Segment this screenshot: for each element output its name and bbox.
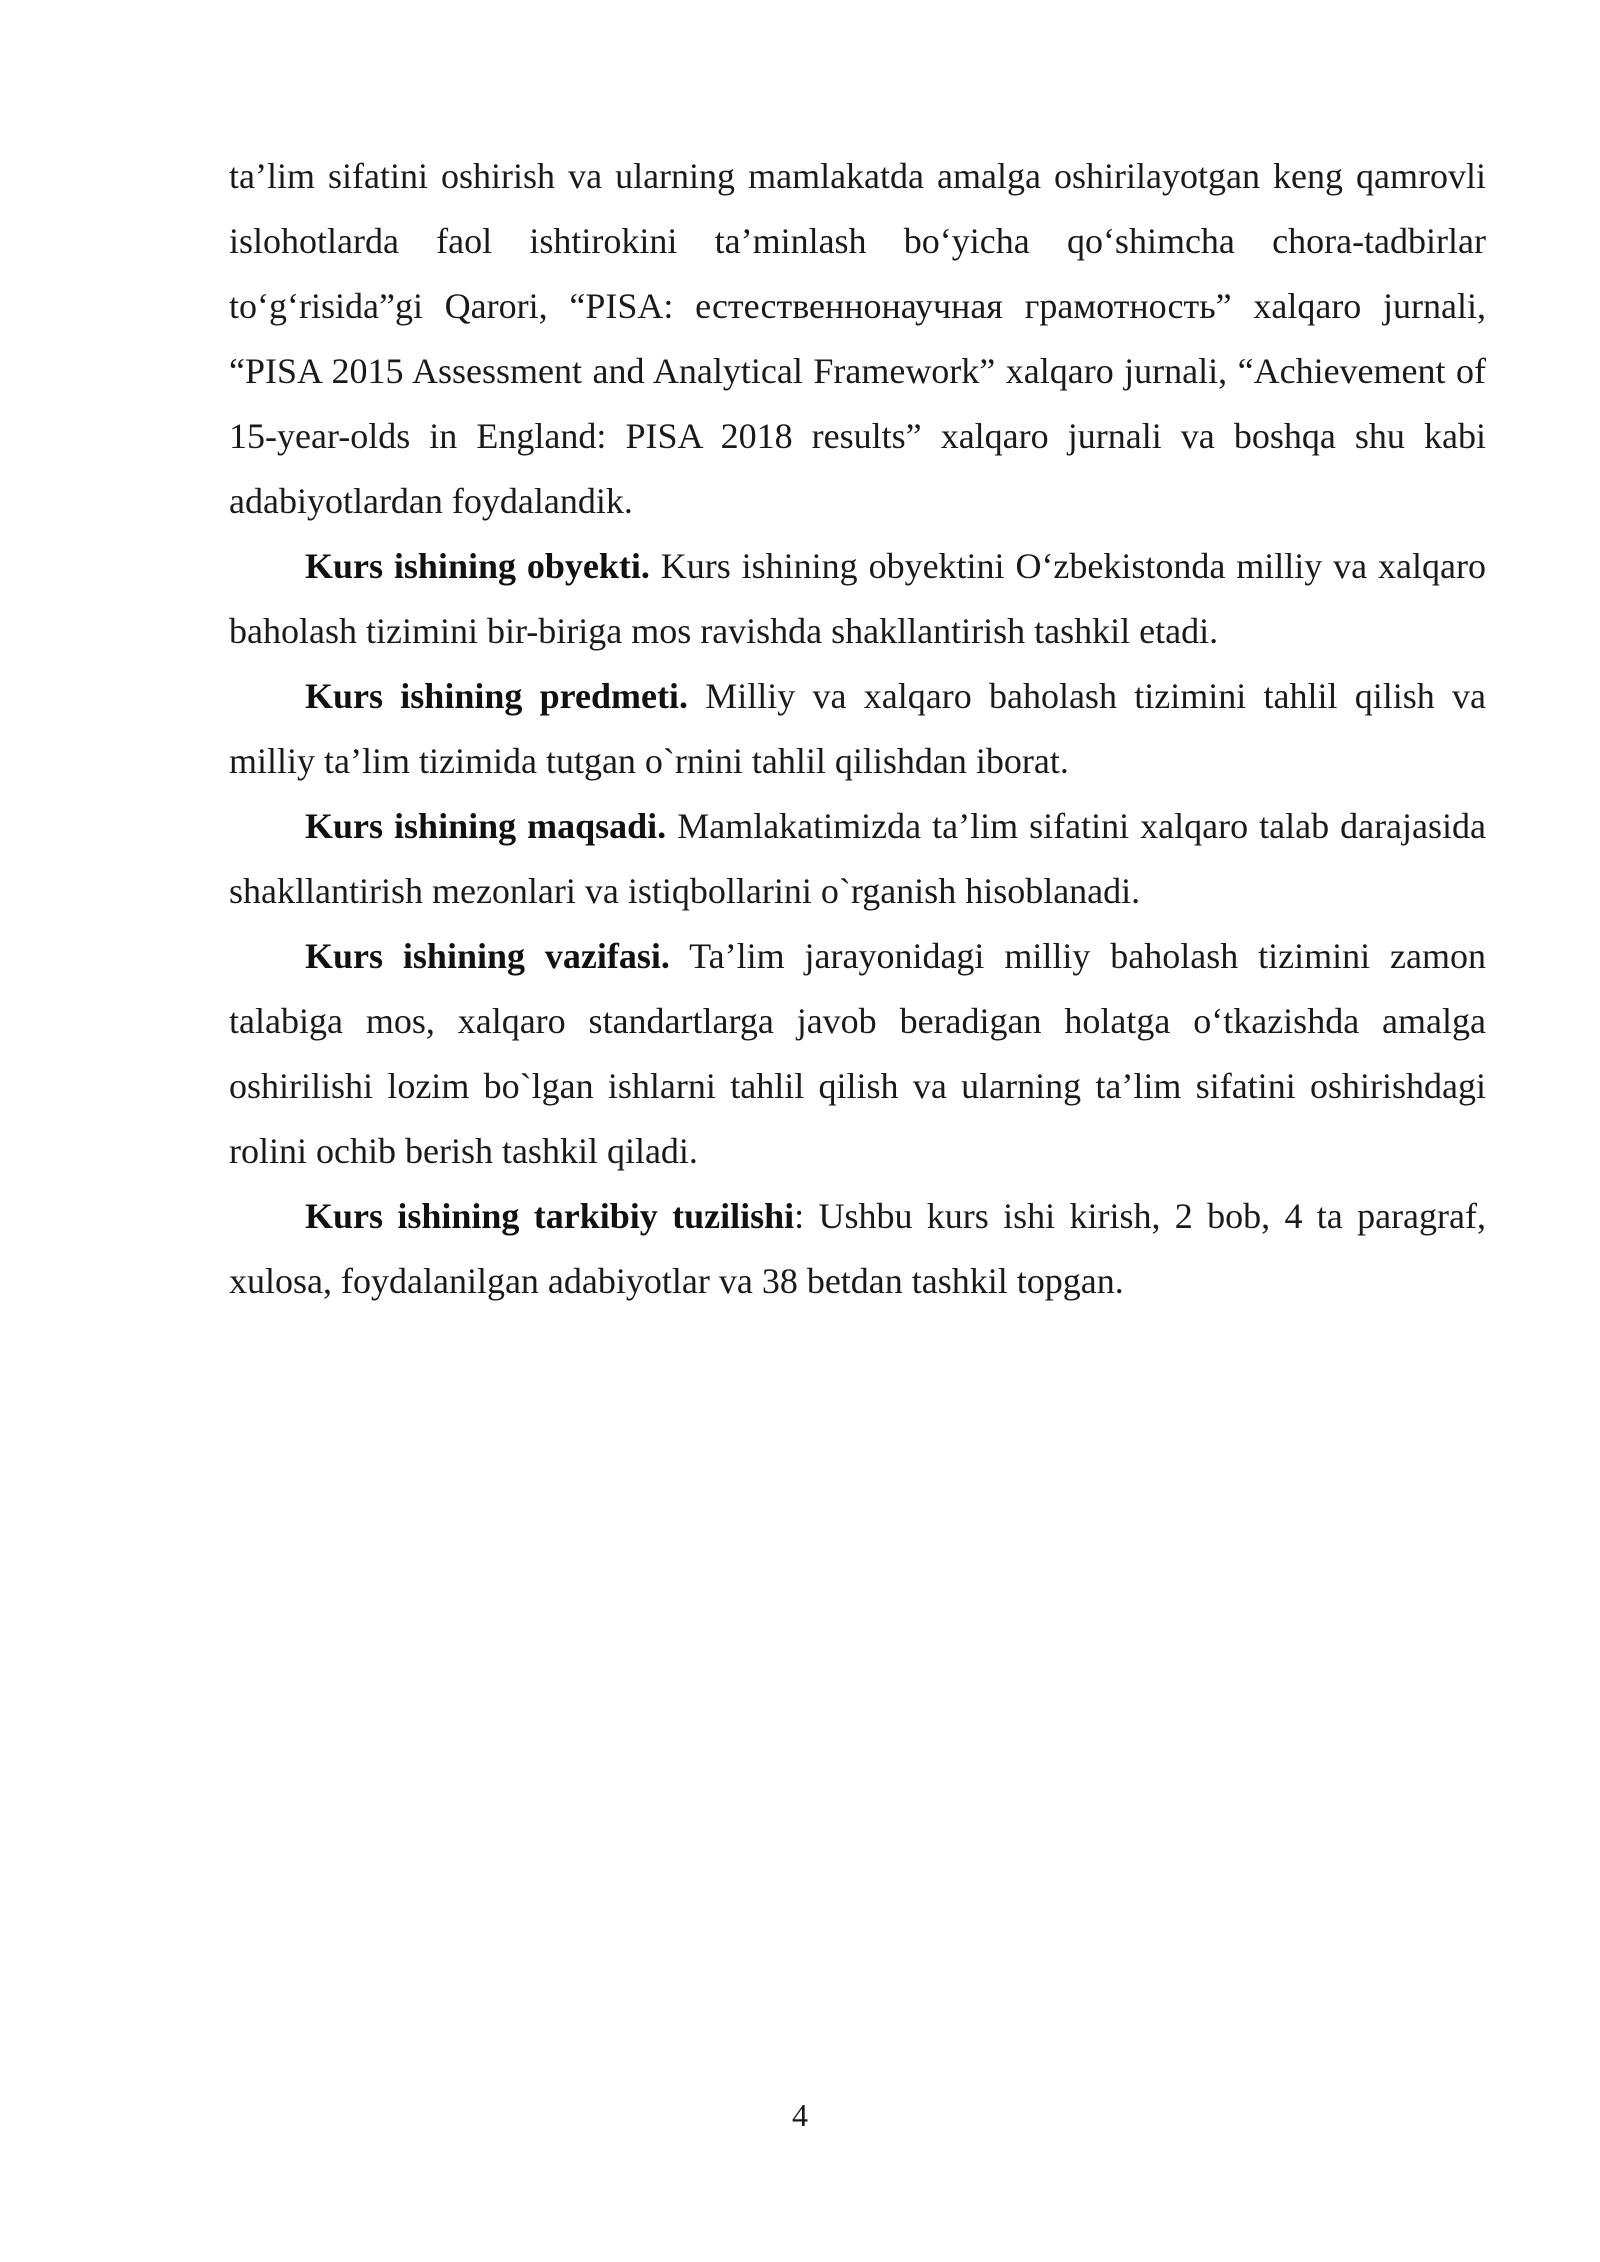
section-body: : Ushbu kurs ishi kirish, 2 bob, 4 ta paragraf, xulosa, foydalanilgan adabiyotlar va 38 betdan tashkil topgan. [229, 1196, 1486, 1301]
section-heading: Kurs ishining maqsadi. [305, 806, 667, 846]
intro-paragraph: ta’lim sifatini oshirish va ularning mamlakatda amalga oshirilayotgan keng qamrovli islohotlarda faol ishtirokini ta’minlash bo‘yicha qo‘shimcha chora-tadbirlar to‘g‘risida”gi Qarori, “PISA: естественнонаучная грамотность” xalqaro jurnali, “PISA 2015 Assessment and Analytical Framework” xalqaro jurnali, “Achievement of 15-year-olds in England: PISA 2018 results” xalqaro jurnali va boshqa shu kabi adabiyotlardan foydalandik. [229, 156, 1486, 521]
section-heading: Kurs ishining obyekti. [305, 546, 650, 586]
page-number: 4 [792, 2097, 808, 2133]
section-goal [229, 794, 1486, 924]
section-body: Kurs ishining obyektini O‘zbekistonda milliy va xalqaro baholash tizimini bir-biriga mos ravishda shakllantirish tashkil etadi. [229, 546, 1486, 651]
section-structure [229, 1184, 1486, 1314]
section-object [229, 534, 1486, 664]
document-body [229, 144, 1486, 1314]
section-body: Milliy va xalqaro baholash tizimini tahlil qilish va milliy ta’lim tizimida tutgan o`rnini tahlil qilishdan iborat. [229, 676, 1486, 781]
section-heading: Kurs ishining vazifasi. [305, 936, 670, 976]
section-heading: Kurs ishining tarkibiy tuzilishi [305, 1196, 795, 1236]
section-subject [229, 664, 1486, 794]
section-body: Ta’lim jarayonidagi milliy baholash tizimini zamon talabiga mos, xalqaro standartlarga javob beradigan holatga o‘tkazishda amalga oshirilishi lozim bo`lgan ishlarni tahlil qilish va ularning ta’lim sifatini oshirishdagi rolini ochib berish tashkil qiladi. [229, 936, 1486, 1171]
section-body: Mamlakatimizda ta’lim sifatini xalqaro talab darajasida shakllantirish mezonlari va istiqbollarini o`rganish hisoblanadi. [229, 806, 1487, 911]
section-task [229, 924, 1486, 1184]
section-heading: Kurs ishining predmeti. [305, 676, 688, 716]
